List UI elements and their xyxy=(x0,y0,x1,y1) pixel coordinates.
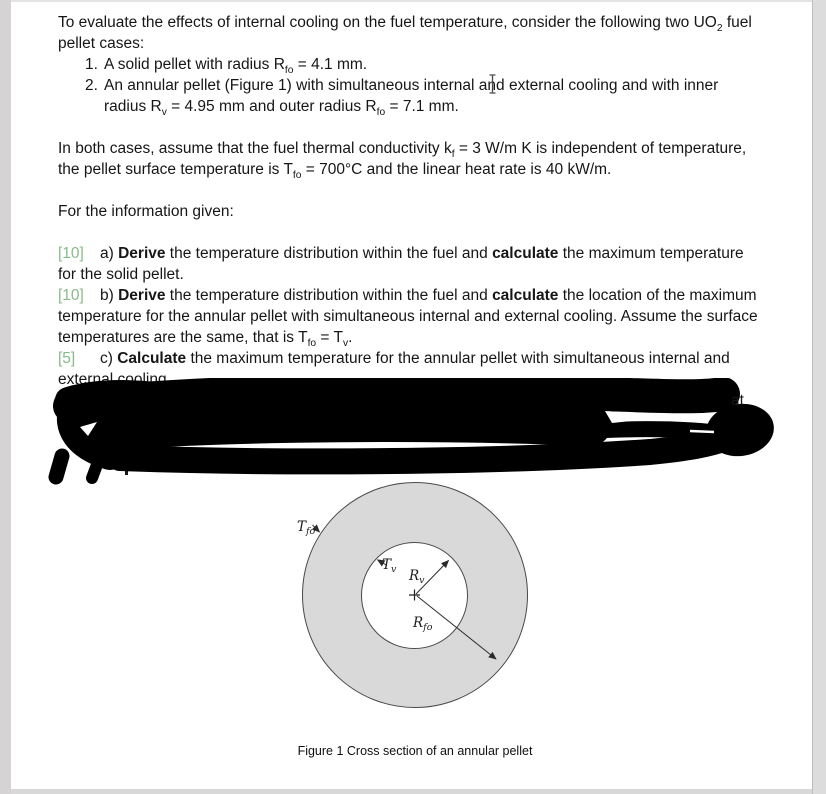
lead-in-line: For the information given: xyxy=(58,203,234,220)
task-b xyxy=(58,285,764,348)
list-item-solid-pellet xyxy=(58,54,764,75)
figure-caption: Figure 1 Cross section of an annular pellet xyxy=(297,744,533,758)
list-item-text: An annular pellet (Figure 1) with simultaneous internal and external cooling and with inner radius $R_v = 4.95$ mm and outer radius $R_{fo} = 7.1$ mm. xyxy=(104,77,719,119)
list-item-number: 1. xyxy=(85,56,98,73)
page-edge-right xyxy=(812,0,826,794)
page-edge-bottom xyxy=(11,789,812,794)
list-item-number: 2. xyxy=(85,77,98,94)
intro-paragraph: To evaluate the effects of internal cooling on the fuel temperature, consider the following two $UO_2$ fuel pellet cases: xyxy=(58,14,752,52)
redaction-scribble xyxy=(30,378,775,486)
task-a-marks-badge: [10] xyxy=(58,245,84,262)
task-c-marks-badge: [5] xyxy=(58,350,76,367)
list-item-text: A solid pellet with radius $R_{fo} = 4.1$ mm. xyxy=(104,56,368,77)
task-list xyxy=(58,243,764,390)
task-a-text: a) Derive the temperature distribution within the fuel and calculate the maximum temperature for the solid pellet. xyxy=(58,245,744,283)
label-tfo: $T_{fo}$ xyxy=(297,519,316,537)
label-rfo: $R_{fo}$ xyxy=(413,615,433,633)
page-edge-top xyxy=(0,0,826,2)
label-tv: $T_v$ xyxy=(382,557,397,575)
task-b-marks-badge: [10] xyxy=(58,287,84,304)
label-rv: $R_v$ xyxy=(409,568,425,586)
redaction-visible-text: at xyxy=(731,392,744,409)
task-b-text: b) Derive the temperature distribution within the fuel and calculate the location of the maximum temperature for the annular pellet with simultaneous internal and external cooling. Assume the surface temperatures are the same, that is $T_{fo} = T_v$. xyxy=(58,287,758,350)
task-c-text: c) Calculate the maximum temperature for the annular pellet with simultaneous internal and external cooling. xyxy=(58,350,730,388)
task-a xyxy=(58,243,764,285)
assumptions-paragraph: In both cases, assume that the fuel thermal conductivity $k_f = 3$ W/m K is independent of temperature, the pellet surface temperature is $T_{fo} = 700^\circ C$ and the linear heat rate is 40 kW/m. xyxy=(58,140,747,182)
text-cursor-icon xyxy=(488,74,497,94)
pellet-case-list xyxy=(58,54,764,117)
page-edge-left xyxy=(0,0,11,794)
annular-pellet-figure xyxy=(290,475,540,715)
list-item-annular-pellet xyxy=(58,75,764,117)
document-body xyxy=(58,12,764,390)
